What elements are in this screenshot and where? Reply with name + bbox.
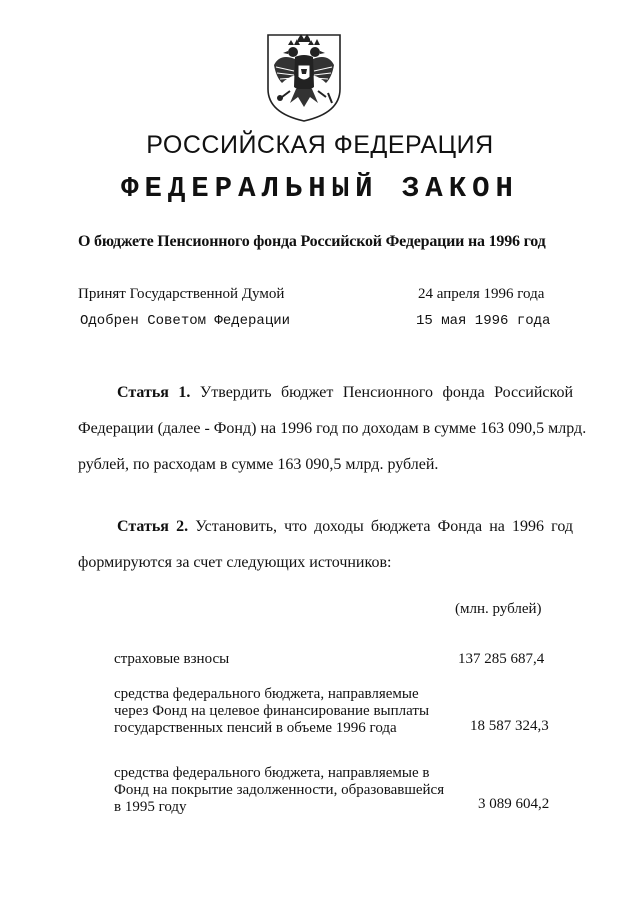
article-1-label: Статья 1. — [117, 384, 191, 401]
article-2-label: Статья 2. — [117, 518, 189, 535]
income-item-text: средства федерального бюджета, направляемые в — [114, 765, 430, 781]
income-item-text: средства федерального бюджета, направляемые — [114, 686, 419, 702]
article-2-line: Статья 2. Установить, что доходы бюджета Фонда на 1996 год — [117, 518, 573, 535]
income-item-text: государственных пенсий в объеме 1996 года — [114, 720, 397, 736]
unit-label: (млн. рублей) — [455, 601, 542, 617]
approved-date: 15 мая 1996 года — [416, 313, 551, 329]
income-item — [114, 686, 429, 737]
country-heading: РОССИЙСКАЯ ФЕДЕРАЦИЯ — [146, 131, 494, 159]
income-item-text: через Фонд на целевое финансирование выплаты — [114, 703, 430, 719]
income-item — [114, 651, 229, 668]
income-item-amount: 18 587 324,3 — [470, 718, 549, 734]
document-type-heading: ФЕДЕРАЛЬНЫЙ ЗАКОН — [121, 172, 519, 205]
income-item-amount: 3 089 604,2 — [478, 796, 550, 812]
income-item-text: в 1995 году — [114, 799, 187, 815]
income-item-text: страховые взносы — [114, 651, 230, 667]
income-item-amount: 137 285 687,4 — [458, 651, 545, 667]
article-1-line: рублей, по расходам в сумме 163 090,5 млрд. рублей. — [78, 456, 439, 473]
article-1-line: Федерации (далее - Фонд) на 1996 год по доходам в сумме 163 090,5 млрд. — [78, 420, 587, 437]
law-title: О бюджете Пенсионного фонда Российской Федерации на 1996 год — [78, 233, 546, 250]
adopted-date: 24 апреля 1996 года — [418, 286, 545, 302]
adopted-by-duma-label: Принят Государственной Думой — [78, 286, 285, 302]
income-item-text: Фонд на покрытие задолженности, образовавшейся — [114, 782, 445, 798]
income-item — [114, 765, 444, 816]
coat-of-arms-emblem — [262, 31, 346, 123]
approved-by-council-label: Одобрен Советом Федерации — [80, 313, 291, 329]
article-1-line: Статья 1. Утвердить бюджет Пенсионного фонда Российской — [117, 384, 573, 401]
article-2-line: формируются за счет следующих источников: — [78, 554, 392, 571]
